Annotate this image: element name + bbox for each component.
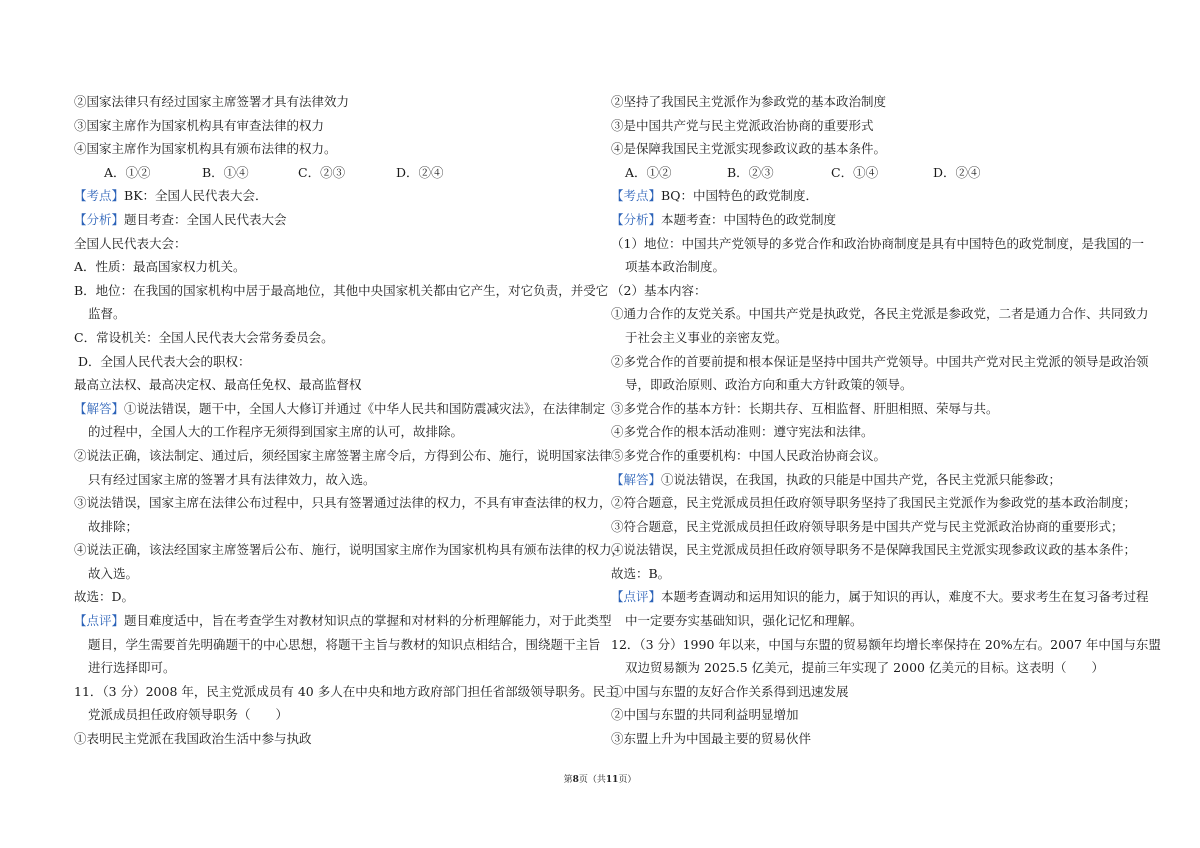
- text-line: ②国家法律只有经过国家主席签署才具有法律效力: [74, 94, 350, 109]
- text-line: ①中国与东盟的友好合作关系得到迅速发展: [611, 683, 849, 699]
- text-line: ④说法正确，该法经国家主席签署后公布、施行，说明国家主席作为国家机构具有颁布法律的权力，: [74, 542, 625, 558]
- dianping-line: [74, 609, 612, 633]
- kaodian-tag: 【考点】: [74, 188, 125, 204]
- question-11: 11．（3 分）2008 年，民主党派成员有 40 多人在中央和地方政府部门担任省部级领导职务。民主: [74, 683, 618, 699]
- option-d: D．②④: [933, 164, 981, 180]
- text-line: ⑤多党合作的重要机构：中国人民政治协商会议。: [611, 447, 887, 463]
- text-line: 故排除；: [88, 518, 139, 534]
- footer-mid: 页（共: [578, 775, 606, 785]
- dianping-text: 本题考查调动和运用知识的能力，属于知识的再认，难度不大。要求考生在复习备考过程: [661, 589, 1149, 605]
- right-column: [611, 90, 1161, 751]
- text-line: （2）基本内容：: [611, 282, 707, 298]
- option-d: D．②④: [396, 164, 444, 180]
- text-line: ②坚持了我国民主党派作为参政党的基本政治制度: [611, 94, 887, 109]
- jieda-tag: 【解答】: [74, 400, 125, 416]
- kaodian-line: [611, 184, 1131, 208]
- text-line: ①通力合作的友党关系。中国共产党是执政党，各民主党派是参政党，二者是通力合作、共同致力: [611, 306, 1149, 322]
- text-line: 项基本政治制度。: [625, 259, 726, 275]
- text-line: ③符合题意，民主党派成员担任政府领导职务是中国共产党与民主党派政治协商的重要形式；: [611, 518, 1124, 534]
- jieda-line: [611, 468, 1131, 492]
- jieda-line: [74, 397, 606, 421]
- jieda-text: ①说法错误，题干中，全国人大修订并通过《中华人民共和国防震减灾法》，在法律制定: [124, 400, 606, 416]
- text-line: 的过程中，全国人大的工作程序无须得到国家主席的认可，故排除。: [88, 424, 464, 440]
- text-line: ②中国与东盟的共同利益明显增加: [611, 707, 799, 723]
- fenxi-tag: 【分析】: [611, 211, 662, 227]
- text-line: ③说法错误，国家主席在法律公布过程中，只具有签署通过法律的权力，不具有审查法律的权力，: [74, 495, 612, 511]
- text-line: （1）地位：中国共产党领导的多党合作和政治协商制度是具有中国特色的政党制度，是我国的一: [611, 235, 1144, 251]
- text-line: ③东盟上升为中国最主要的贸易伙伴: [611, 731, 812, 747]
- option-c: C．②③: [298, 164, 346, 180]
- text-line: 全国人民代表大会：: [74, 235, 187, 251]
- option-b: B．②③: [727, 164, 774, 180]
- text-line: ④说法错误，民主党派成员担任政府领导职务不是保障我国民主党派实现参政议政的基本条件；: [611, 542, 1137, 558]
- text-line: ①表明民主党派在我国政治生活中参与执政: [74, 731, 312, 747]
- text-line: 中一定要夯实基础知识，强化记忆和理解。: [625, 613, 863, 629]
- text-line: 故选：B。: [611, 565, 671, 581]
- option-c: C．①④: [831, 164, 879, 180]
- option-b: B．①④: [202, 164, 249, 180]
- text-line: ③国家主席作为国家机构具有审查法律的权力: [74, 117, 325, 133]
- text-line: 进行选择即可。: [88, 660, 176, 676]
- text-line: ④多党合作的根本活动准则：遵守宪法和法律。: [611, 424, 874, 440]
- fenxi-tag: 【分析】: [74, 211, 125, 227]
- question-12: 12．（3 分）1990 年以来，中国与东盟的贸易额年均增长率保持在 20%左右。2007 年中国与东盟: [611, 636, 1161, 652]
- text-line: 故入选。: [88, 565, 139, 581]
- answer-options: [74, 161, 598, 185]
- footer-prefix: 第: [563, 775, 573, 785]
- fenxi-line: [611, 208, 1131, 232]
- jieda-tag: 【解答】: [611, 471, 662, 487]
- page-footer: [0, 772, 1200, 785]
- text-line: C．常设机关：全国人民代表大会常务委员会。: [74, 329, 334, 345]
- text-line: 党派成员担任政府领导职务（ ）: [88, 707, 289, 723]
- text-line: 导，即政治原则、政治方向和重大方针政策的领导。: [625, 377, 913, 393]
- jieda-text: ①说法错误，在我国，执政的只能是中国共产党，各民主党派只能参政；: [661, 471, 1062, 487]
- text-line: ②多党合作的首要前提和根本保证是坚持中国共产党领导。中国共产党对民主党派的领导是政治领: [611, 353, 1149, 369]
- text-line: ④是保障我国民主党派实现参政议政的基本条件。: [611, 141, 887, 157]
- dianping-line: [611, 585, 1149, 609]
- text-line: 最高立法权、最高决定权、最高任免权、最高监督权: [74, 377, 362, 393]
- text-line: ④国家主席作为国家机构具有颁布法律的权力。: [74, 141, 337, 157]
- footer-suffix: 页）: [618, 775, 637, 785]
- fenxi-text: 本题考查：中国特色的政党制度: [661, 211, 837, 227]
- text-line: ②符合题意，民主党派成员担任政府领导职务坚持了我国民主党派作为参政党的基本政治制度；: [611, 495, 1137, 511]
- text-line: ③多党合作的基本方针：长期共存、互相监督、肝胆相照、荣辱与共。: [611, 400, 999, 416]
- text-line: 监督。: [88, 306, 126, 322]
- option-a: A．①②: [625, 164, 672, 180]
- text-line: ③是中国共产党与民主党派政治协商的重要形式: [611, 117, 874, 133]
- fenxi-line: [74, 208, 598, 232]
- fenxi-text: 题目考查：全国人民代表大会: [124, 211, 287, 227]
- text-line: 题目，学生需要首先明确题干的中心思想，将题干主旨与教材的知识点相结合，围绕题干主旨: [88, 636, 601, 652]
- kaodian-text: BK：全国人民代表大会．: [124, 188, 268, 204]
- text-line: D．全国人民代表大会的职权：: [78, 353, 251, 369]
- text-line: ②说法正确，该法制定、通过后，须经国家主席签署主席令后，方得到公布、施行，说明国家法律: [74, 447, 612, 463]
- text-line: 双边贸易额为 2025.5 亿美元，提前三年实现了 2000 亿美元的目标。这表明（ ）: [625, 660, 1104, 676]
- left-column: [74, 90, 625, 751]
- dianping-text: 题目难度适中，旨在考查学生对教材知识点的掌握和对材料的分析理解能力，对于此类型: [124, 613, 612, 629]
- text-line: 故选：D。: [74, 589, 135, 605]
- text-line: B．地位：在我国的国家机构中居于最高地位，其他中央国家机关都由它产生，对它负责，并受它: [74, 282, 609, 298]
- answer-options: [611, 161, 1131, 185]
- text-line: 于社会主义事业的亲密友党。: [625, 329, 788, 345]
- text-line: A．性质：最高国家权力机关。: [74, 259, 246, 275]
- text-line: 只有经过国家主席的签署才具有法律效力，故入选。: [88, 471, 376, 487]
- option-a: A．①②: [104, 164, 151, 180]
- kaodian-line: [74, 184, 598, 208]
- kaodian-text: BQ：中国特色的政党制度．: [661, 188, 818, 204]
- dianping-tag: 【点评】: [611, 589, 662, 605]
- footer-total-pages: 11: [605, 775, 619, 785]
- footer-page-number: 8: [572, 775, 579, 785]
- dianping-tag: 【点评】: [74, 613, 125, 629]
- kaodian-tag: 【考点】: [611, 188, 662, 204]
